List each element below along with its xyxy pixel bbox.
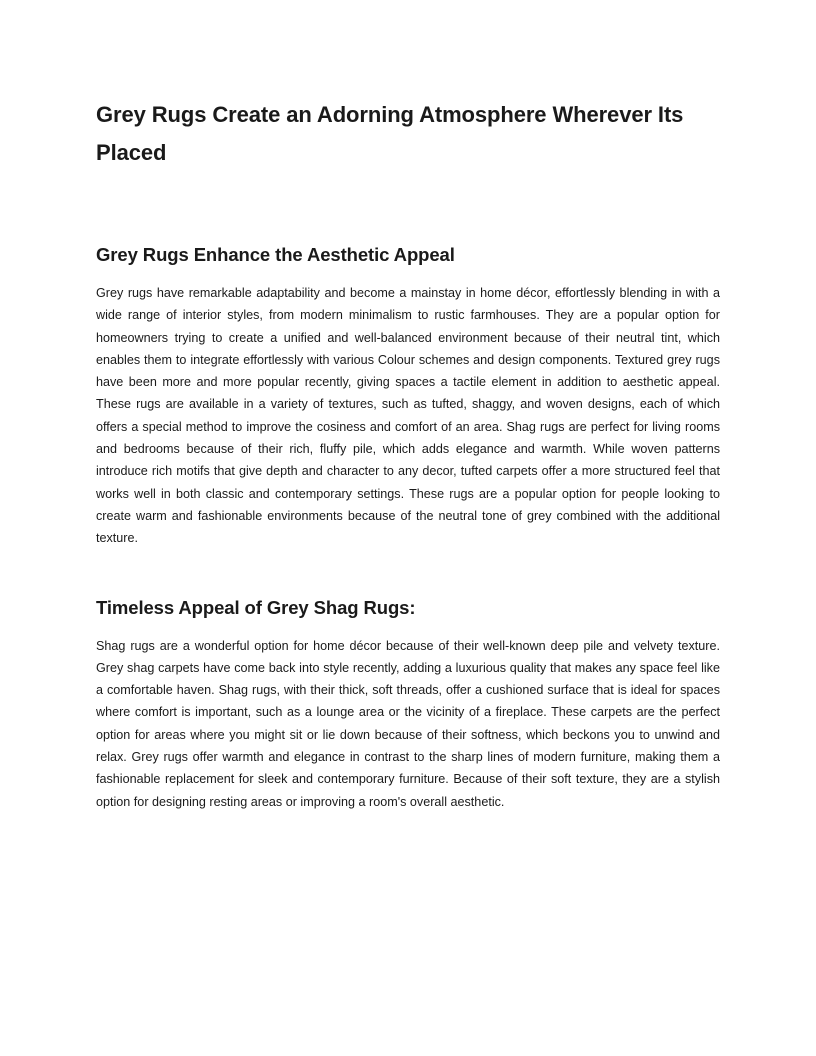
document-title: Grey Rugs Create an Adorning Atmosphere Wherever Its Placed <box>96 102 684 165</box>
document-page <box>96 96 720 813</box>
section-body-shag-rugs: Shag rugs are a wonderful option for home décor because of their well-known deep pile and velvety texture. Grey shag carpets have come back into style recently, adding a luxurious quality that makes any space feel like a comfortable haven. Shag rugs, with their thick, soft threads, offer a cushioned surface that is ideal for spaces where comfort is important, such as a lounge area or the vicinity of a fireplace. These carpets are the perfect option for areas where you might sit or lie down because of their softness, which beckons you to unwind and relax. Grey rugs offer warmth and elegance in contrast to the sharp lines of modern furniture, making them a fashionable replacement for sleek and contemporary furniture. Because of their soft texture, they are a stylish option for designing resting areas or improving a room's overall aesthetic. <box>96 638 720 809</box>
section-aesthetic-appeal <box>96 242 720 550</box>
section-heading-aesthetic-appeal: Grey Rugs Enhance the Aesthetic Appeal <box>96 244 455 265</box>
section-body-aesthetic-appeal: Grey rugs have remarkable adaptability and become a mainstay in home décor, effortlessly blending in with a wide range of interior styles, from modern minimalism to rustic farmhouses. They are a popular option for homeowners trying to create a unified and well-balanced environment because of their neutral tint, which enables them to integrate effortlessly with various Colour schemes and design components. Textured grey rugs have been more and more popular recently, giving spaces a tactile element in addition to aesthetic appeal. These rugs are available in a variety of textures, such as tufted, shaggy, and woven designs, each of which offers a special method to improve the cosiness and comfort of an area. Shag rugs are perfect for living rooms and bedrooms because of their rich, fluffy pile, which adds elegance and warmth. While woven patterns introduce rich motifs that give depth and character to any decor, tufted carpets offer a more structured feel that works well in both classic and contemporary settings. These rugs are a popular option for people looking to create warm and fashionable environments because of the neutral tone of grey combined with the additional texture. <box>96 286 720 546</box>
section-heading-shag-rugs: Timeless Appeal of Grey Shag Rugs: <box>96 596 416 618</box>
section-shag-rugs <box>96 595 720 813</box>
